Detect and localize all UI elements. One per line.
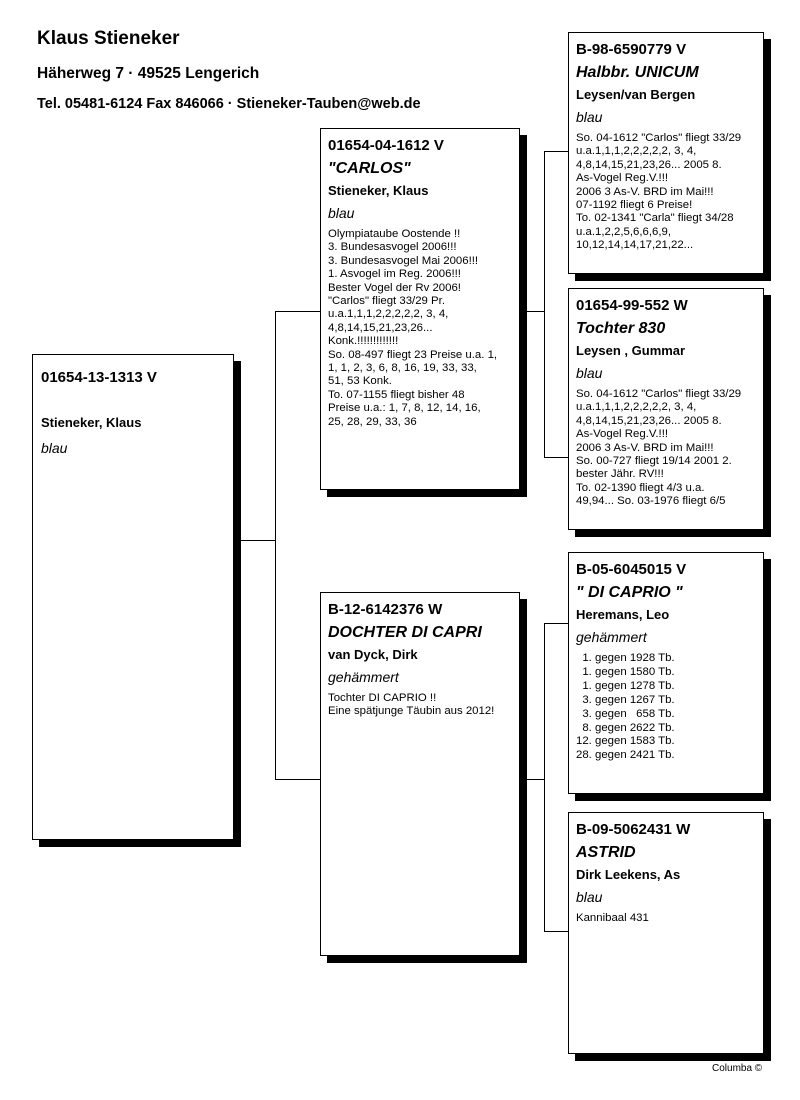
pigeon-name: ASTRID (576, 844, 636, 861)
ring-number: B-09-5062431 W (576, 821, 691, 838)
race-result: 8. gegen 2622 Tb. (576, 721, 675, 734)
breeder: Dirk Leekens, As (576, 867, 681, 882)
breeder-name: Klaus Stieneker (37, 28, 180, 49)
color: gehämmert (328, 669, 399, 685)
connector-line (544, 151, 568, 152)
pigeon-card-dam-sire (568, 552, 764, 794)
connector-line (275, 311, 276, 779)
race-result: 28. gegen 2421 Tb. (576, 749, 675, 762)
breeder-address: Häherweg 7 · 49525 Lengerich (37, 65, 260, 82)
color: blau (576, 365, 603, 381)
connector-line (234, 540, 275, 541)
notes: So. 04-1612 "Carlos" fliegt 33/29 u.a.1,1,1,2,2,2,2,2, 3, 4, 4,8,14,15,21,23,26... 2005 8. As-Vogel Reg.V.!!! 2006 3 As-V. BRD im Mai!!! 07-1192 fliegt 6 Preise! To. 02-1341 "Carla" fliegt 34/28 u.a.1,2,2,5,6,6,6,9, 10,12,14,14,17,21,22... (576, 132, 742, 252)
connector-line (544, 931, 568, 932)
connector-line (520, 311, 544, 312)
ring-number: B-98-6590779 V (576, 41, 687, 58)
notes: Olympiataube Oostende !! 3. Bundesasvogel 2006!!! 3. Bundesasvogel Mai 2006!!! 1. Asvogel im Reg. 2006!!! Bester Vogel der Rv 2006! "Carlos" fliegt 33/29 Pr. u.a.1,1,1,2,2,2,2,2, 3, 4, 4,8,14,15,21,23,26... Konk.!!!!!!!!!!!!! So. 08-497 fliegt 23 Preise u.a. 1, 1, 1, 2, 3, 6, 8, 16, 19, 33, 33, 51, 53 Konk. To. 07-1155 fliegt bisher 48 Preise u.a.: 1, 7, 8, 12, 14, 16, 25, 28, 29, 33, 36 (328, 228, 498, 428)
race-result: 3. gegen 1267 Tb. (576, 693, 675, 706)
pigeon-card-dam-dam (568, 812, 764, 1054)
pigeon-name: Tochter 830 (576, 320, 666, 337)
connector-line (275, 779, 320, 780)
breeder: Heremans, Leo (576, 607, 670, 622)
pigeon-name: DOCHTER DI CAPRI (328, 624, 482, 641)
ring-number: 01654-99-552 W (576, 297, 688, 314)
notes: Kannibaal 431 (576, 912, 649, 924)
pigeon-card-sire (320, 128, 520, 490)
pigeon-card-sire-sire (568, 32, 764, 274)
color: blau (328, 205, 355, 221)
connector-line (544, 151, 545, 457)
race-results (576, 652, 756, 763)
connector-line (544, 623, 568, 624)
breeder: Leysen , Gummar (576, 343, 686, 358)
ring-number: B-05-6045015 V (576, 561, 687, 578)
breeder: Stieneker, Klaus (41, 415, 142, 430)
connector-line (275, 311, 320, 312)
race-result: 1. gegen 1580 Tb. (576, 665, 675, 678)
race-result: 1. gegen 1278 Tb. (576, 679, 675, 692)
ring-number: 01654-04-1612 V (328, 137, 444, 154)
color: blau (576, 889, 603, 905)
ring-number: 01654-13-1313 V (41, 369, 157, 386)
software-credit: Columba © (712, 1063, 763, 1074)
pigeon-name: " DI CAPRIO " (576, 584, 683, 601)
connector-line (520, 779, 544, 780)
pigeon-card-sire-dam (568, 288, 764, 530)
race-result: 12. gegen 1583 Tb. (576, 735, 675, 748)
notes: Tochter DI CAPRIO !! Eine spätjunge Täubin aus 2012! (328, 692, 495, 718)
breeder: Stieneker, Klaus (328, 183, 429, 198)
notes: So. 04-1612 "Carlos" fliegt 33/29 u.a.1,1,1,2,2,2,2,2, 3, 4, 4,8,14,15,21,23,26... 2005 8. As-Vogel Reg.V.!!! 2006 3 As-V. BRD im Mai!!! So. 00-727 fliegt 19/14 2001 2. bester Jähr. RV!!! To. 02-1390 fliegt 4/3 u.a. 49,94... So. 03-1976 fliegt 6/5 (576, 388, 742, 508)
pigeon-name: Halbbr. UNICUM (576, 64, 699, 81)
ring-number: B-12-6142376 W (328, 601, 443, 618)
pigeon-name: "CARLOS" (328, 160, 411, 177)
connector-line (544, 457, 568, 458)
color: blau (576, 109, 603, 125)
color: blau (41, 440, 68, 456)
race-result: 1. gegen 1928 Tb. (576, 652, 675, 664)
breeder-contact: Tel. 05481-6124 Fax 846066 · Stieneker-Tauben@web.de (37, 96, 421, 112)
breeder: van Dyck, Dirk (328, 647, 418, 662)
race-result: 3. gegen 658 Tb. (576, 707, 675, 720)
breeder: Leysen/van Bergen (576, 87, 696, 102)
pigeon-card-dam (320, 592, 520, 956)
pigeon-card-subject (32, 354, 234, 840)
color: gehämmert (576, 629, 647, 645)
connector-line (544, 623, 545, 931)
